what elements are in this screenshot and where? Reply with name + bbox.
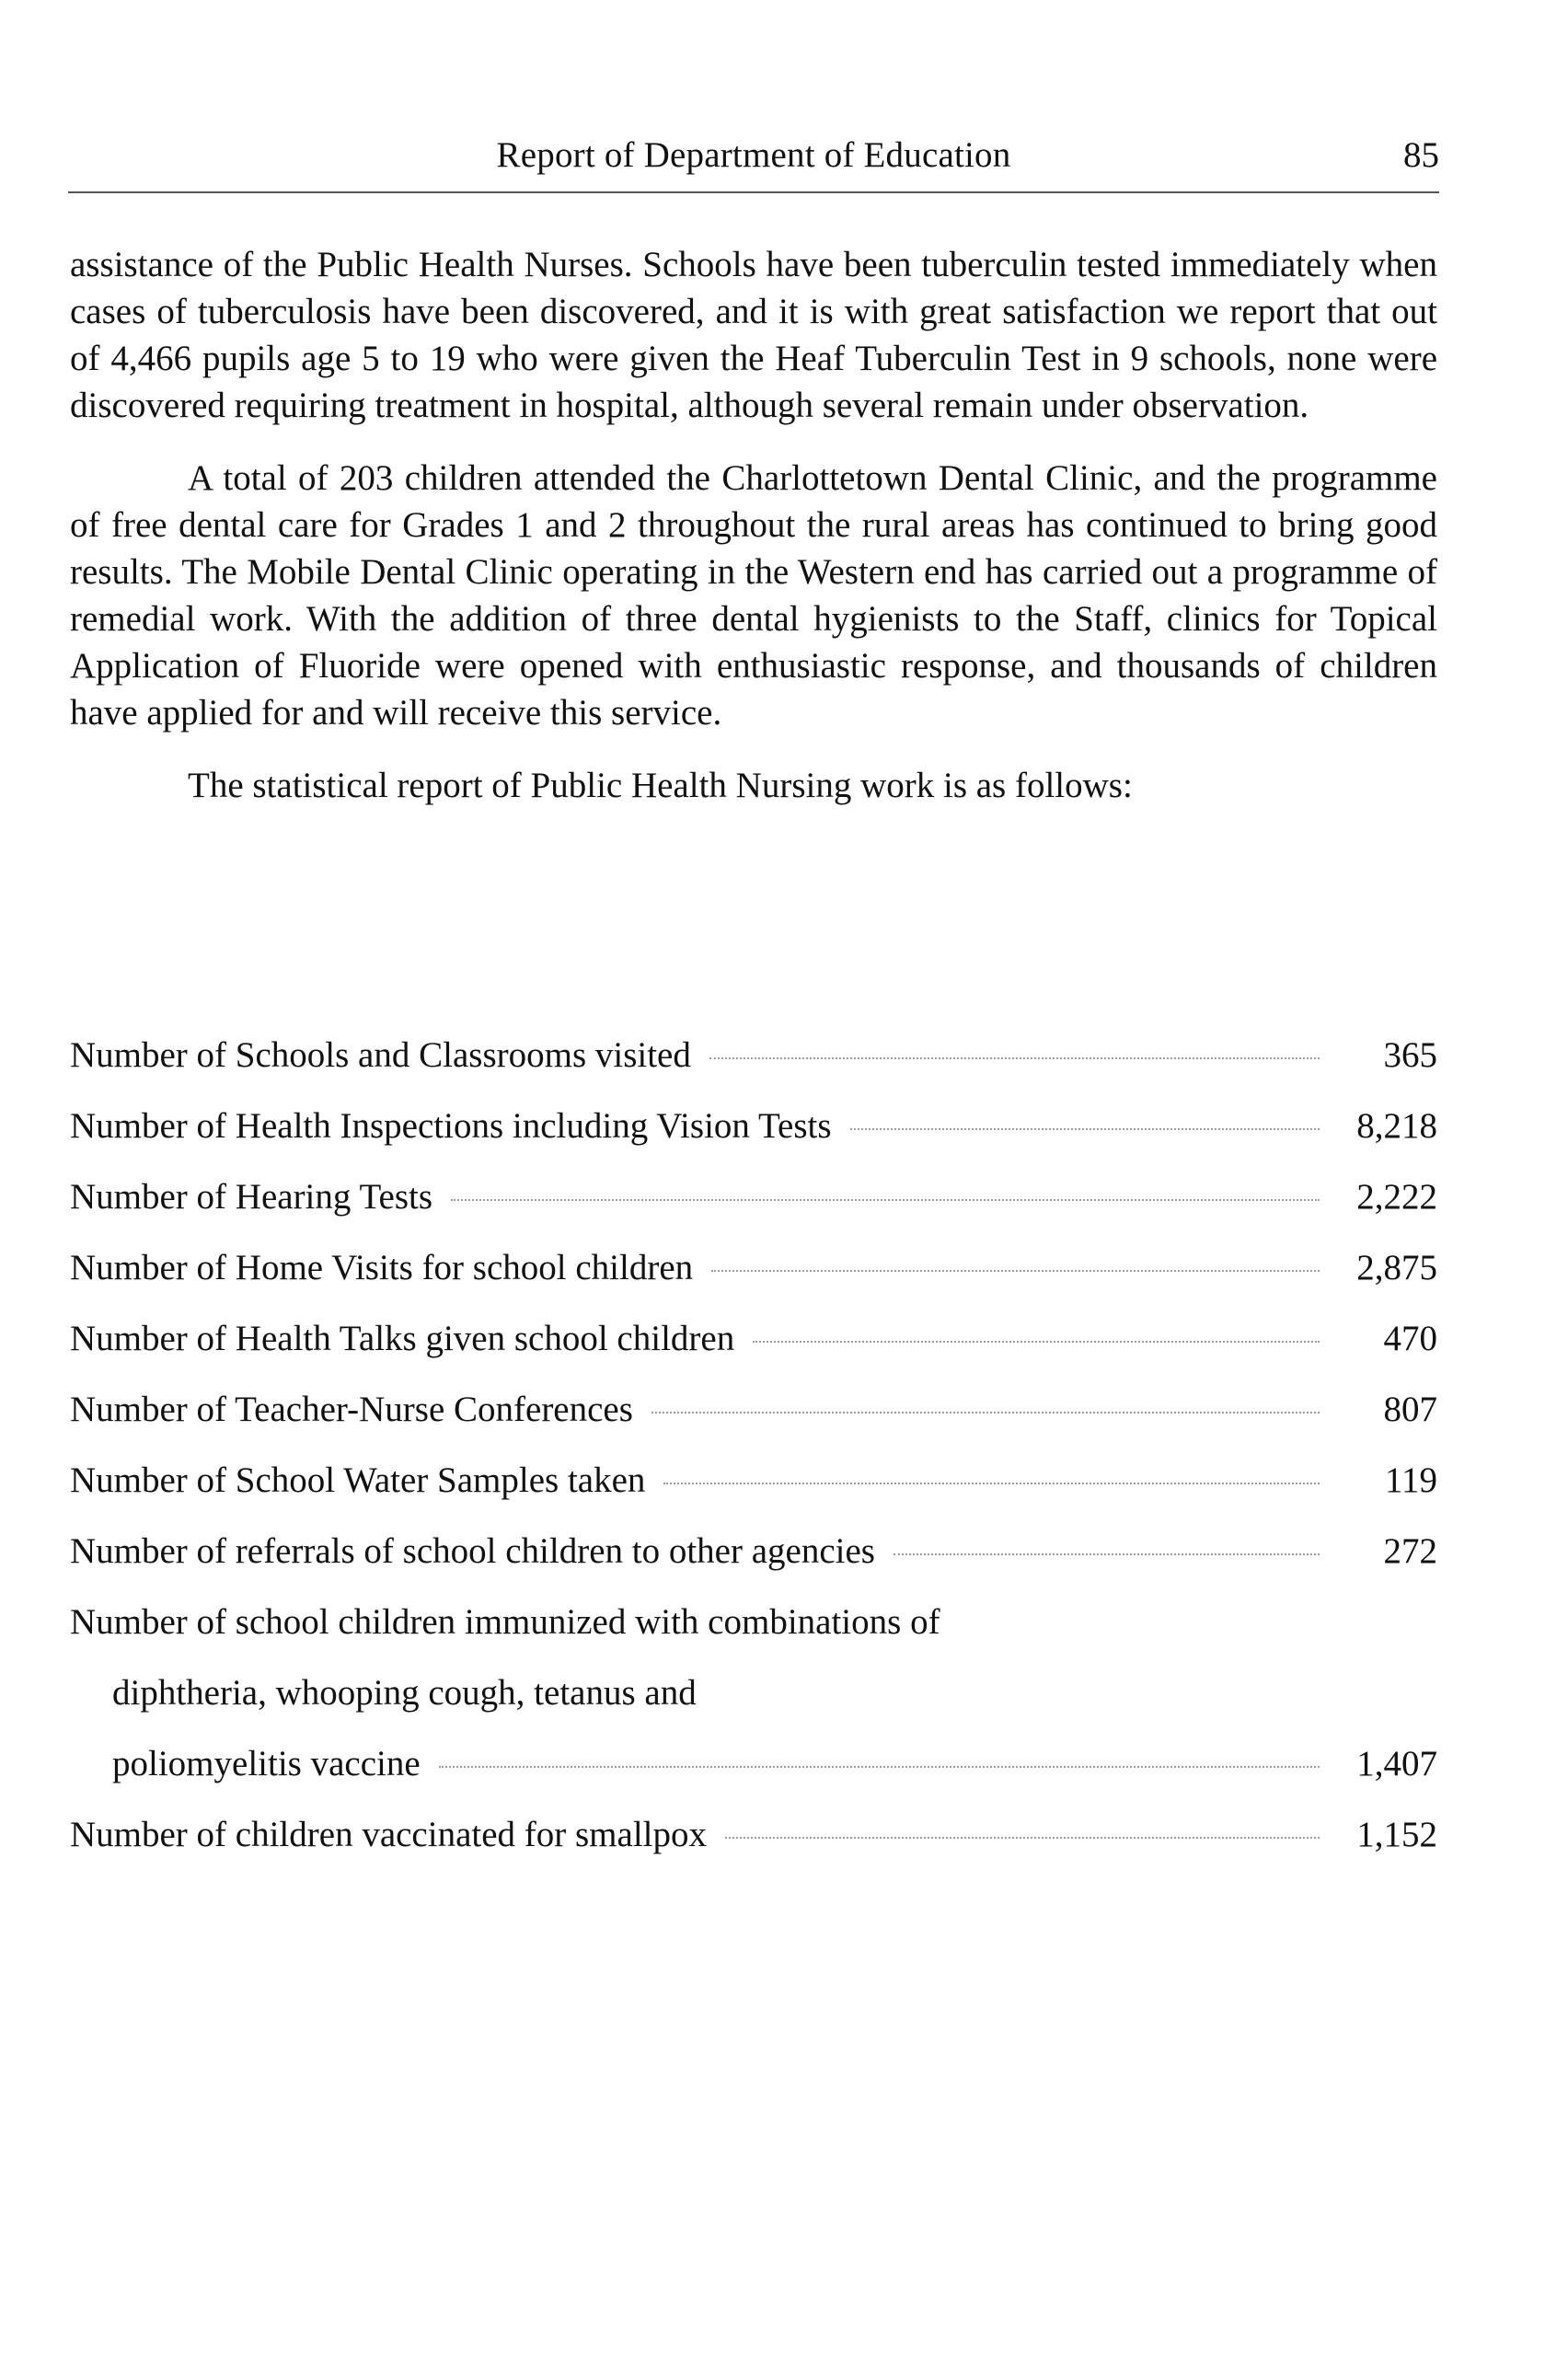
- dot-leader: [663, 1483, 1320, 1484]
- stat-row-immunized-line3: [70, 1728, 1437, 1799]
- stat-row: [70, 1303, 1437, 1374]
- stat-label: Number of Health Talks given school children: [70, 1319, 735, 1358]
- dot-leader: [651, 1412, 1320, 1414]
- stat-row: [70, 1374, 1437, 1445]
- stat-row: [70, 1516, 1437, 1587]
- paragraph-dental: A total of 203 children attended the Charlottetown Dental Clinic, and the programme of free dental care for Grades 1 and 2 throughout the rural areas has continued to bring good results. The Mobile Dental Clinic operating in the Western end has carried out a programme of remedial work. With the addition of three dental hygienists to the Staff, clinics for Topical Application of Fluoride were opened with enthusiastic response, and thousands of children have applied for and will receive this service.: [70, 458, 1437, 733]
- stat-value: 807: [1383, 1390, 1437, 1429]
- stat-value: 8,218: [1356, 1106, 1437, 1146]
- stat-label: Number of Home Visits for school children: [70, 1248, 694, 1287]
- body-text: [70, 241, 1437, 809]
- stat-label: Number of School Water Samples taken: [70, 1460, 646, 1500]
- stat-value: 1,152: [1356, 1815, 1437, 1854]
- stat-label: Number of Hearing Tests: [70, 1177, 433, 1217]
- dot-leader: [753, 1341, 1320, 1343]
- stat-label: diphtheria, whooping cough, tetanus and: [112, 1673, 697, 1713]
- stat-value: 1,407: [1356, 1744, 1437, 1783]
- statistics-list: [70, 1020, 1437, 1870]
- stat-row: [70, 1020, 1437, 1091]
- dot-leader: [711, 1270, 1320, 1272]
- header-rule: [68, 191, 1439, 193]
- stat-label: Number of Teacher-Nurse Conferences: [70, 1390, 633, 1429]
- stat-label: Number of school children immunized with combinations of: [70, 1602, 940, 1642]
- paragraph-tuberculin: assistance of the Public Health Nurses. Schools have been tuberculin tested immediately when cases of tuberculosis have been discovered, and it is with great satisfaction we report that out of 4,466 pupils age 5 to 19 who were given the Heaf Tuberculin Test in 9 schools, none were discovered requiring treatment in hospital, although several remain under observation.: [70, 245, 1437, 425]
- stat-value: 470: [1383, 1319, 1437, 1358]
- page-number: 85: [1403, 135, 1439, 175]
- stat-value: 2,875: [1356, 1248, 1437, 1287]
- dot-leader: [850, 1128, 1320, 1130]
- running-title: Report of Department of Education: [496, 135, 1011, 175]
- stat-row: [70, 1091, 1437, 1161]
- stat-value: 365: [1383, 1035, 1437, 1075]
- stat-label: poliomyelitis vaccine: [112, 1744, 421, 1783]
- dot-leader: [709, 1057, 1320, 1059]
- stat-label: Number of Health Inspections including Vision Tests: [70, 1106, 832, 1146]
- dot-leader: [451, 1199, 1320, 1201]
- stat-label: Number of children vaccinated for smallpox: [70, 1815, 708, 1854]
- stat-row-smallpox: [70, 1799, 1437, 1870]
- stat-value: 272: [1383, 1531, 1437, 1571]
- stat-row: [70, 1232, 1437, 1303]
- stat-value: 119: [1384, 1460, 1437, 1500]
- running-head: [68, 127, 1439, 184]
- stat-value: 2,222: [1356, 1177, 1437, 1217]
- dot-leader: [894, 1553, 1320, 1555]
- stat-row-immunized-line2: [70, 1657, 1437, 1728]
- dot-leader: [725, 1837, 1320, 1839]
- stat-row: [70, 1445, 1437, 1516]
- stats-intro: The statistical report of Public Health Nursing work is as follows:: [188, 766, 1133, 805]
- stat-label: Number of referrals of school children to other agencies: [70, 1531, 875, 1571]
- stat-row-immunized-line1: [70, 1587, 1437, 1657]
- dot-leader: [439, 1766, 1320, 1768]
- stat-row: [70, 1161, 1437, 1232]
- stat-label: Number of Schools and Classrooms visited: [70, 1035, 691, 1075]
